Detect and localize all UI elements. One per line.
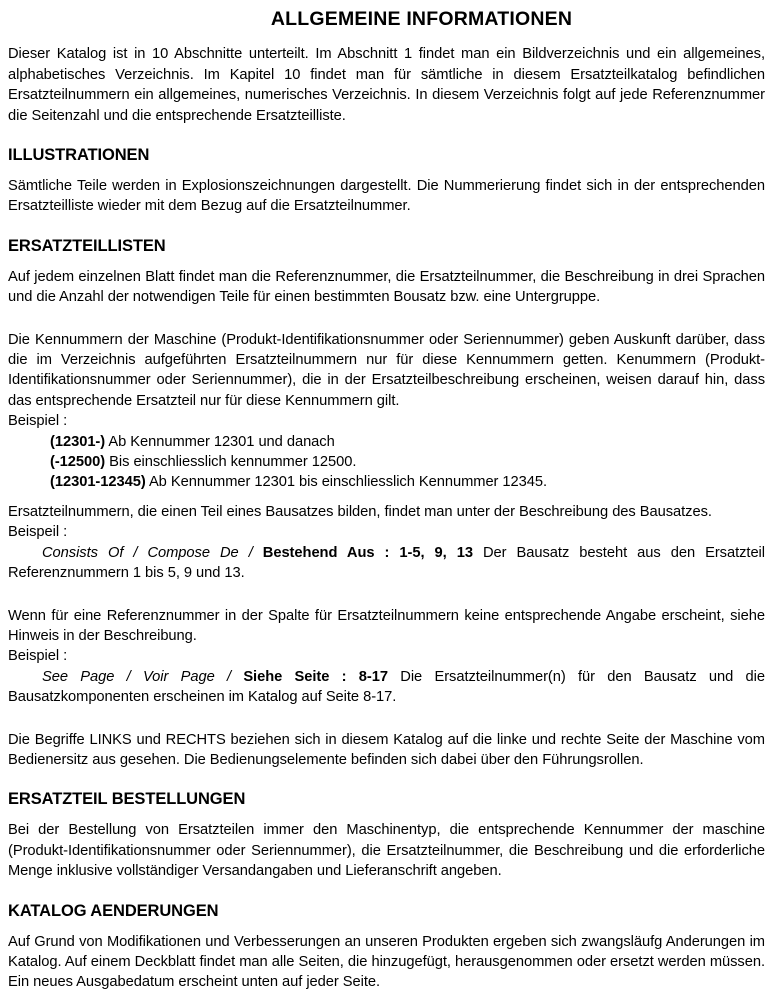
- spacer: [8, 921, 765, 932]
- ersatzteillisten-paragraph-4: Wenn für eine Referenznummer in der Spalte für Ersatzteilnummern keine entsprechende Angabe erscheint, siehe Hinweis in der Beschreibung.: [8, 607, 765, 644]
- list-item: [50, 472, 765, 492]
- example-code: (12301-): [50, 433, 106, 450]
- spacer: [8, 165, 765, 176]
- section-heading-illustrationen: ILLUSTRATIONEN: [8, 146, 150, 165]
- example-text: Bis einschliesslich kennummer 12500.: [105, 454, 357, 471]
- ersatzteillisten-paragraph-2: Die Kennummern der Maschine (Produkt-Identifikationsnummer oder Seriennummer) geben Auskunft darüber, dass die im Verzeichnis aufgeführten Ersatzteilnummern nur für diese Kennummern getten. Kenummern (Produkt-Identifikationsnummer oder Seriennummer), die in der Ersatzteilbeschreibung erscheinen, weisen darauf hin, dass das entsprechende Ersatzteil nur für diese Kennummern gilt.: [8, 331, 765, 409]
- list-item: [50, 432, 765, 452]
- section-heading-ersatzteillisten: ERSATZTEILLISTEN: [8, 236, 166, 255]
- spacer: [8, 308, 765, 330]
- spacer: [8, 708, 765, 730]
- example-code: (-12500): [50, 454, 106, 471]
- section-heading-aenderungen: KATALOG AENDERUNGEN: [8, 901, 219, 920]
- spacer: [8, 809, 765, 820]
- spacer: [8, 493, 765, 502]
- illustrationen-paragraph: Sämtliche Teile werden in Explosionszeichnungen dargestellt. Die Nummerierung findet sich in der entsprechenden Ersatzteilliste wieder mit dem Bezug auf die Ersatzteilnummer.: [8, 178, 765, 215]
- example-bold-part: Bestehend Aus : 1-5, 9, 13: [262, 544, 473, 561]
- example-italic-prefix: See Page / Voir Page /: [42, 668, 244, 685]
- example-italic-prefix: Consists Of / Compose De /: [42, 544, 263, 561]
- spacer: [8, 584, 765, 606]
- spacer: [8, 217, 765, 237]
- example-block-3: [8, 667, 765, 708]
- beispiel-label-3: Beispiel :: [8, 648, 68, 665]
- intro-paragraph: Dieser Katalog ist in 10 Abschnitte unterteilt. Im Abschnitt 1 findet man ein Bildverzeichnis und ein allgemeines, alphabetisches Verzeichnis. Im Kapitel 10 findet man für sämtliche in diesem Ersatzteilkatalog befindlichen Ersatzteilnummern ein allgemeines, numerisches Verzeichnis. In diesem Verzeichnis folgt auf jede Referenznummer die Seitenzahl und die entsprechende Ersatzteilliste.: [8, 46, 765, 124]
- bestellungen-paragraph: Bei der Bestellung von Ersatzteilen immer den Maschinentyp, die entsprechende Kennummer der maschine (Produkt-Identifikationsnummer oder Seriennummer), die Ersatzteilnummer, die Beschreibung und die erforderliche Menge inklusive vollständiger Versandangaben und Lieferanschrift angeben.: [8, 822, 765, 880]
- beispiel-label-2: Beispeil :: [8, 524, 68, 541]
- example-code: (12301-12345): [50, 474, 146, 491]
- spacer: [8, 256, 765, 267]
- example-bold-part: Siehe Seite : 8-17: [243, 668, 388, 685]
- example-rest: Der Bausatz besteht aus den Ersatzteil Referenznummern 1 bis 5, 9 und 13.: [8, 544, 765, 582]
- spacer: [8, 30, 765, 44]
- list-item: [50, 452, 765, 472]
- spacer: [8, 770, 765, 790]
- ersatzteillisten-paragraph-1: Auf jedem einzelnen Blatt findet man die Referenznummer, die Ersatzteilnummer, die Beschreibung in drei Sprachen und die Anzahl der notwendigen Teile für einen bestimmten Bousatz bzw. eine Untergruppe.: [8, 268, 765, 306]
- beispiel-label-1: Beispiel :: [8, 413, 68, 430]
- ersatzteillisten-paragraph-3: Ersatzteilnummern, die einen Teil eines Bausatzes bilden, findet man unter der Beschreibung des Bausatzes.: [8, 503, 712, 520]
- example-list-1: [8, 432, 765, 493]
- example-text: Ab Kennummer 12301 bis einschliesslich Kennummer 12345.: [145, 474, 548, 491]
- spacer: [8, 126, 765, 146]
- section-heading-bestellungen: ERSATZTEIL BESTELLUNGEN: [8, 790, 246, 809]
- ersatzteillisten-paragraph-5: Die Begriffe LINKS und RECHTS beziehen sich in diesem Katalog auf die linke und rechte Seite der Maschine vom Bedienersitz aus gesehen. Die Bedienungselemente befinden sich dabei über den Führungsrollen.: [8, 731, 765, 768]
- example-block-2: [8, 543, 765, 584]
- page-title: ALLGEMEINE INFORMATIONEN: [270, 8, 573, 30]
- example-rest: Die Ersatzteilnummer(n) für den Bausatz und die Bausatzkomponenten erscheinen im Katalog auf Seite 8-17.: [8, 668, 765, 706]
- aenderungen-paragraph: Auf Grund von Modifikationen und Verbesserungen an unseren Produkten ergeben sich zwangsläufg Anderungen im Katalog. Auf einem Deckblatt findet man alle Seiten, die hinzugefügt, herausgenommen oder ersetzt werden müssen. Ein neues Ausgabedatum erscheint unten auf jeder Seite.: [8, 933, 765, 991]
- example-text: Ab Kennummer 12301 und danach: [105, 433, 335, 450]
- spacer: [8, 882, 765, 902]
